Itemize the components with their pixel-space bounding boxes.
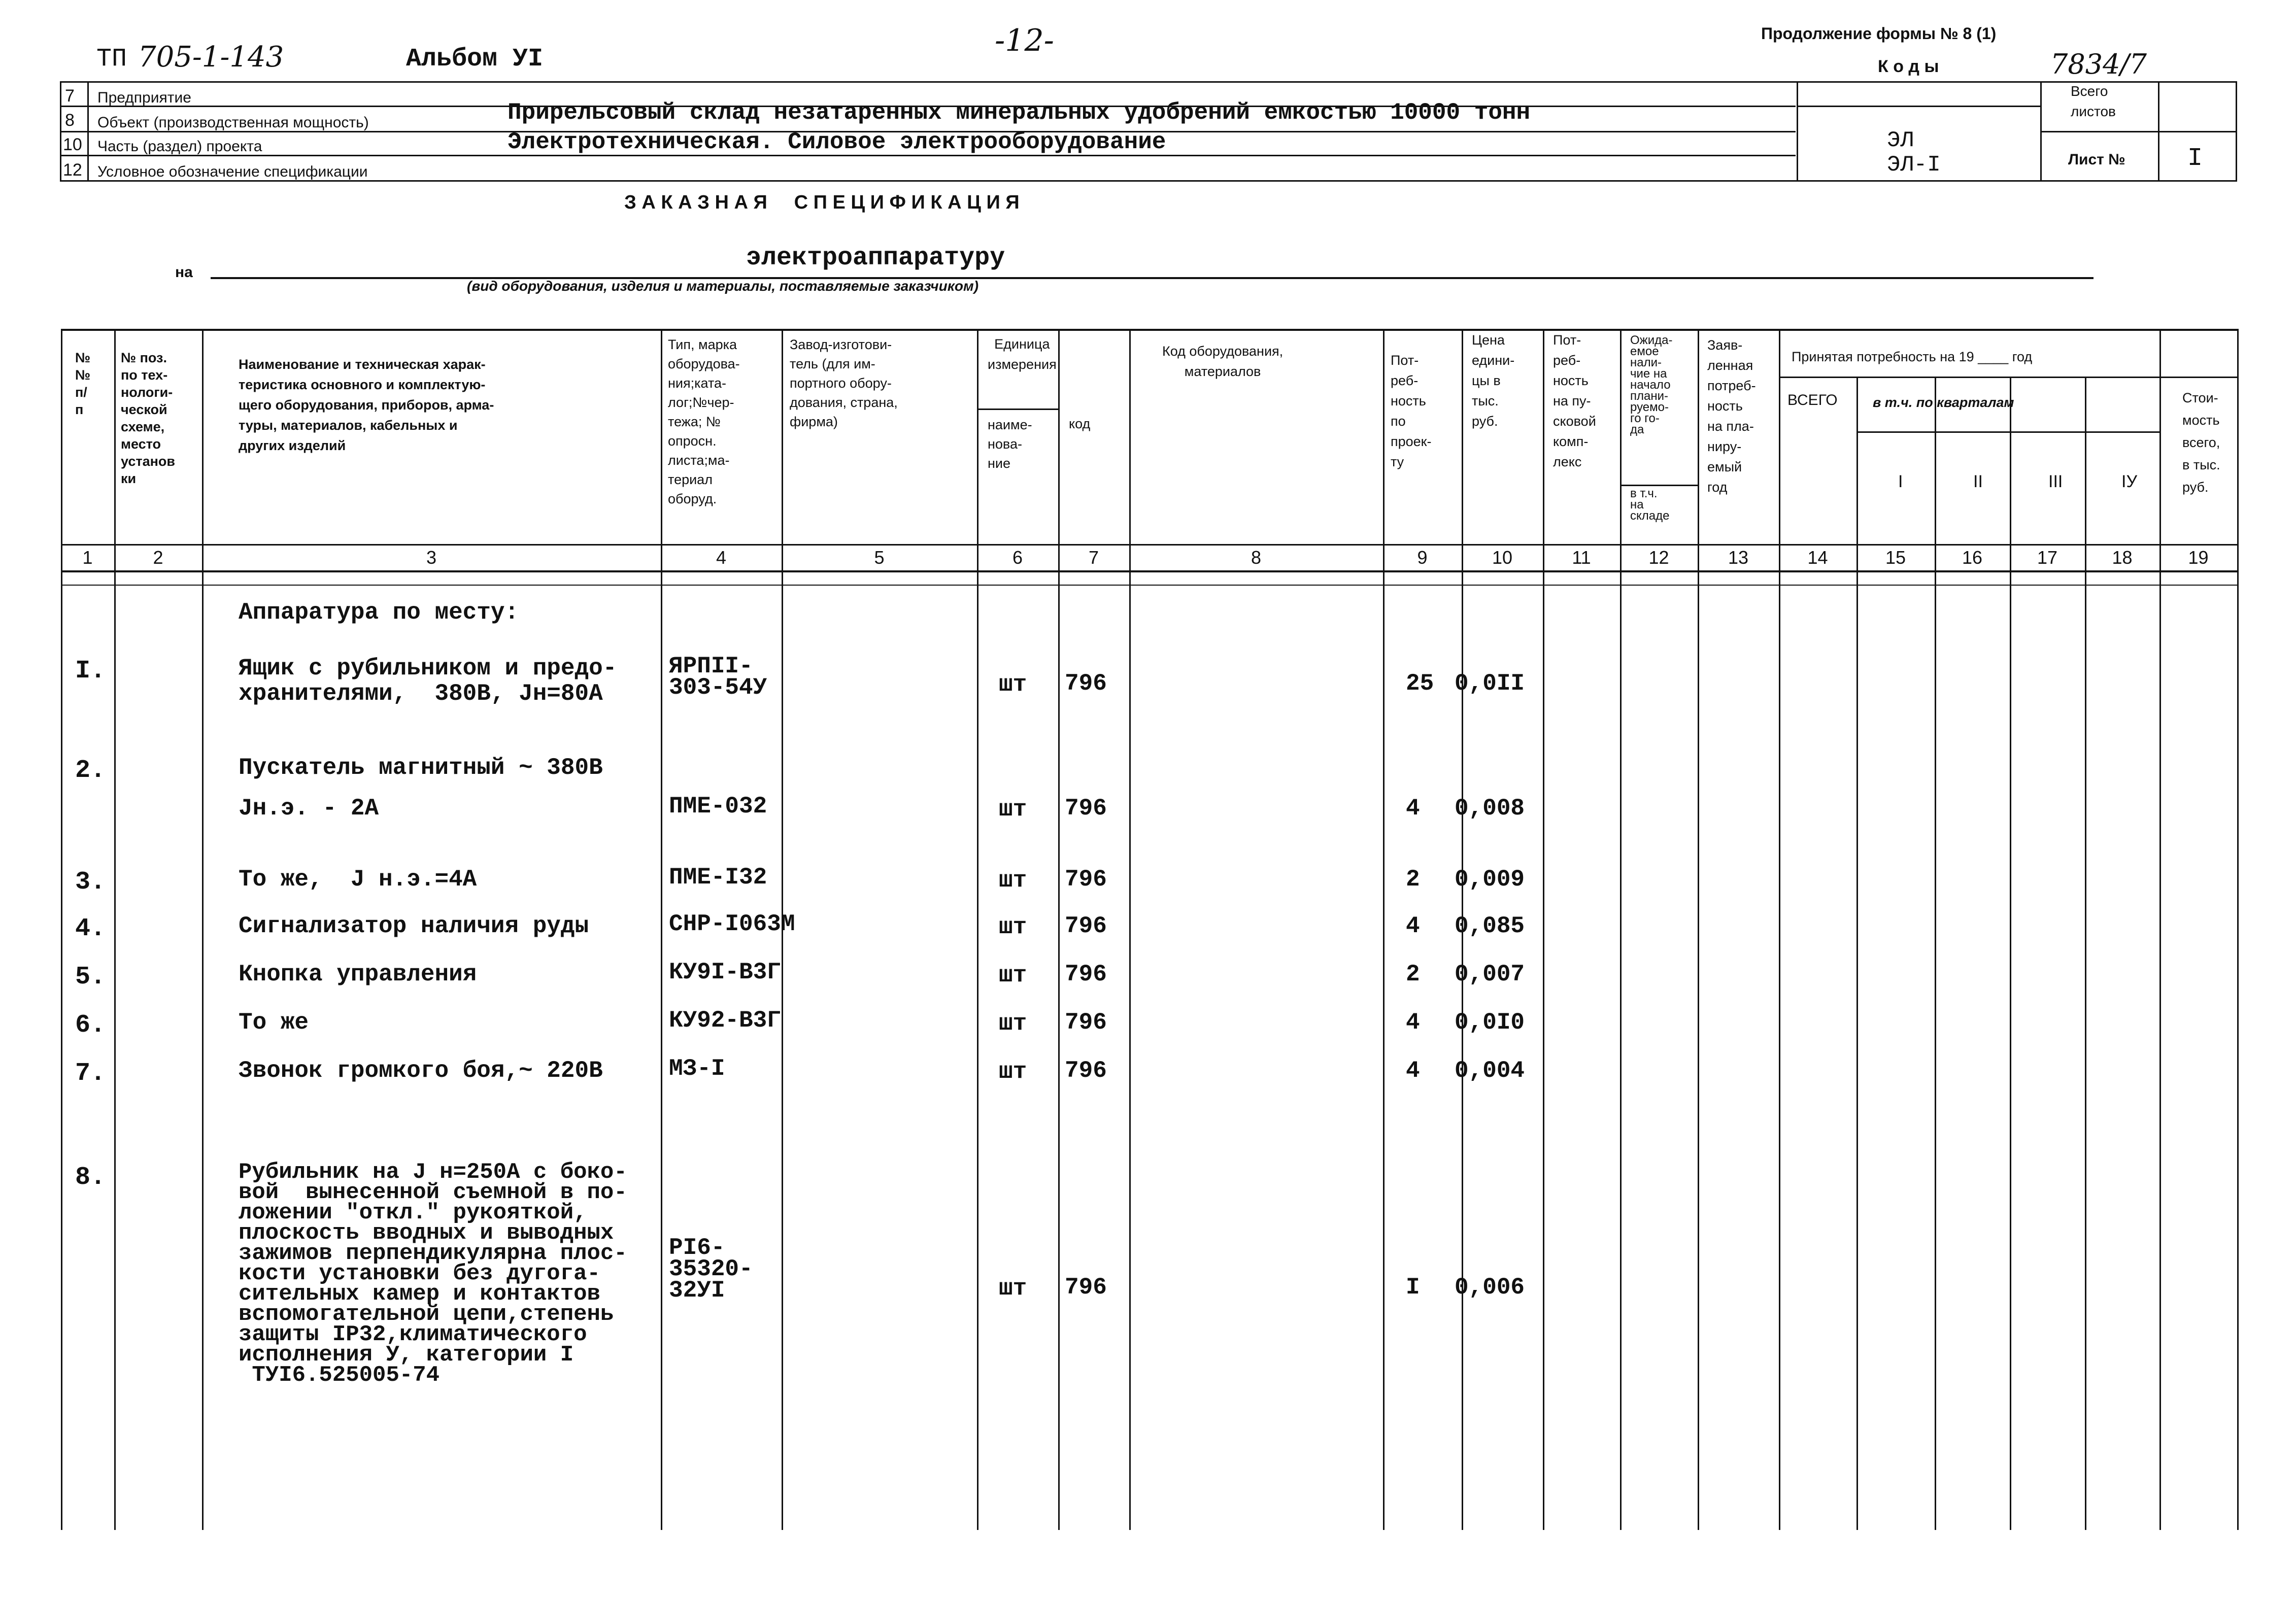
page-number: -12- [995, 23, 1054, 58]
table-body-top [61, 585, 2237, 586]
table-column-line-14 [1779, 329, 1780, 1530]
table-column-line-2 [114, 329, 116, 1530]
unit-price: 0,085 [1455, 913, 1525, 939]
header-row-num-12: 12 [63, 160, 82, 180]
header-row-num-8: 8 [65, 111, 75, 130]
item-name: Пускатель магнитный ~ 380В [239, 755, 603, 781]
item-type: СНР-I063М [669, 911, 795, 937]
table-column-line-11 [1543, 329, 1544, 1530]
column-number-3: 3 [426, 547, 437, 568]
item-name: Сигнализатор наличия руды [239, 913, 589, 939]
column-number-2: 2 [153, 547, 163, 568]
unit-name: шт [999, 914, 1027, 940]
quantity: 2 [1406, 961, 1420, 988]
quarters-label: в т.ч. по кварталам [1873, 395, 2014, 410]
item-type: РI6- 35320- 32УI [669, 1235, 753, 1304]
column-number-6: 6 [1012, 547, 1023, 568]
item-name: Jн.э. - 2А [239, 795, 379, 822]
item-type: ПМЕ-032 [669, 793, 767, 820]
quantity: 4 [1406, 1009, 1420, 1036]
item-type: МЗ-I [669, 1056, 725, 1082]
row-number: 5. [75, 963, 106, 992]
tp-code: 705-1-143 [138, 41, 284, 74]
col-header-12-stock: в т.ч. на складе [1630, 487, 1670, 523]
col-header-3: Наименование и техническая харак- теристика основного и комплектую- щего оборудования, приборов, арма- туры, материалов, кабельных и других изделий [239, 357, 494, 453]
column-number-14: 14 [1807, 547, 1828, 568]
column-number-10: 10 [1492, 547, 1513, 568]
col-header-5: Завод-изготови- тель (для им- портного обору- дования, страна, фирма) [790, 337, 898, 429]
spec-title: З А К А З Н А Я С П Е Ц И Ф И К А Ц И Я [624, 192, 1020, 213]
unit-name: шт [999, 1059, 1027, 1085]
quarters-subheader-line [1856, 431, 2159, 433]
table-column-line-1 [61, 329, 62, 1530]
table-header-divider [61, 544, 2237, 546]
sheet-number-label: Лист № [2068, 151, 2125, 168]
tp-label: ТП [96, 45, 127, 74]
table-column-line-12 [1620, 329, 1622, 1530]
unit-code: 796 [1065, 795, 1107, 822]
table-column-line-6 [977, 329, 978, 1530]
table-column-line-4 [661, 329, 662, 1530]
unit-code: 796 [1065, 913, 1107, 939]
column-number-11: 11 [1572, 547, 1591, 568]
unit-price: 0,007 [1455, 961, 1525, 988]
col-header-14: ВСЕГО [1787, 392, 1838, 408]
quantity: 4 [1406, 913, 1420, 939]
unit-name: шт [999, 867, 1027, 894]
unit-code: 796 [1065, 1058, 1107, 1084]
table-column-line-20 [2237, 329, 2239, 1530]
column-number-5: 5 [874, 547, 885, 568]
quantity: 2 [1406, 866, 1420, 893]
column-number-19: 19 [2188, 547, 2209, 568]
column-number-16: 16 [1962, 547, 1983, 568]
album-label: Альбом УI [406, 45, 544, 74]
quantity: 4 [1406, 795, 1420, 822]
unit-code: 796 [1065, 866, 1107, 893]
quantity: I [1406, 1274, 1420, 1301]
col-header-17: III [2048, 472, 2063, 491]
unit-code: 796 [1065, 670, 1107, 697]
row-number: 7. [75, 1059, 106, 1088]
item-name: Звонок громкого боя,~ 220В [239, 1058, 603, 1084]
unit-code: 796 [1065, 961, 1107, 988]
total-sheets-label: Всего листов [2071, 83, 2116, 119]
header-row-num-7: 7 [65, 86, 75, 106]
item-type: ПМЕ-I32 [669, 864, 767, 891]
unit-name: шт [999, 671, 1027, 698]
unit-price: 0,004 [1455, 1058, 1525, 1084]
item-name: То же [239, 1009, 309, 1036]
spec-subject: электроаппаратуру [746, 244, 1005, 273]
unit-price: 0,0I0 [1455, 1009, 1525, 1036]
item-type: ЯРПII- 303-54У [669, 653, 767, 701]
unit-name: шт [999, 962, 1027, 989]
row-number: 4. [75, 914, 106, 943]
col-header-2: № поз. по тех- нологи- ческой схеме, место установ ки [121, 350, 175, 486]
col-header-13: Заяв- ленная потреб- ность на пла- ниру- емый год [1707, 337, 1756, 495]
column-number-4: 4 [716, 547, 727, 568]
col-header-15: I [1898, 472, 1903, 491]
table-column-line-13 [1698, 329, 1699, 1530]
col-header-6: наиме- нова- ние [988, 417, 1032, 471]
col-header-12: Ожида- емое нали- чие на начало плани- руемо- го го- да [1630, 333, 1673, 436]
section-title: Аппаратура по месту: [239, 599, 519, 626]
unit-subheader-line [977, 408, 1058, 410]
item-name: Кнопка управления [239, 961, 477, 988]
header-row-label-7: Предприятие [97, 89, 191, 106]
column-number-17: 17 [2037, 547, 2058, 568]
col-header-16: II [1973, 472, 1983, 491]
item-name: То же, J н.э.=4А [239, 866, 477, 893]
item-type: КУ92-В3Г [669, 1007, 781, 1034]
accepted-subheader-line [1779, 377, 2237, 378]
header-row-label-12: Условное обозначение спецификации [97, 163, 368, 180]
unit-price: 0,009 [1455, 866, 1525, 893]
column-number-1: 1 [82, 547, 93, 568]
col-header-8: Код оборудования, материалов [1162, 344, 1284, 379]
subject-caption: (вид оборудования, изделия и материалы, поставляемые заказчиком) [467, 278, 979, 294]
handwritten-code: 7834/7 [2050, 48, 2147, 80]
column-number-18: 18 [2112, 547, 2133, 568]
column-number-9: 9 [1417, 547, 1428, 568]
col-header-10: Цена едини- цы в тыс. руб. [1472, 332, 1515, 429]
code-el: ЭЛ [1887, 128, 1914, 153]
col-header-4: Тип, марка оборудова- ния;ката- лог;№чер- тежа; № опросн. листа;ма- териал оборуд. [668, 337, 740, 506]
unit-name: шт [999, 1275, 1027, 1302]
form-continuation: Продолжение формы № 8 (1) [1761, 24, 1997, 43]
header-row-label-10: Часть (раздел) проекта [97, 138, 262, 155]
col-header-7: код [1069, 416, 1091, 431]
sheet-number-value: I [2187, 144, 2203, 173]
unit-price: 0,0II [1455, 670, 1525, 697]
codes-label: К о д ы [1878, 57, 1939, 76]
row-number: I. [75, 657, 106, 686]
na-label: на [175, 264, 193, 281]
quantity: 25 [1406, 670, 1434, 697]
item-name: Рубильник на J н=250А с боко- вой вынесенной съемной в по- ложении "откл." рукояткой, плоскость вводных и выводных зажимов перпендикулярна плос- кости установки без дугога- сительных камер и контактов вспомогательной цепи,степень защиты IР32,климатического исполнения У, категории I ТУI6.525005-74 [239, 1160, 627, 1388]
item-name: Ящик с рубильником и предо- хранителями, 380В, Jн=80А [239, 655, 617, 707]
row-number: 3. [75, 868, 106, 897]
table-top-border [61, 329, 2237, 331]
unit-code: 796 [1065, 1274, 1107, 1301]
row-number: 8. [75, 1163, 106, 1192]
header-row-label-8: Объект (производственная мощность) [97, 114, 369, 131]
row-number: 6. [75, 1011, 106, 1040]
col-header-unit: Единица измерения [988, 336, 1057, 372]
table-column-line-19 [2159, 329, 2161, 1530]
item-type: КУ9I-В3Г [669, 959, 781, 985]
col-header-1: № № п/ п [75, 350, 91, 417]
unit-code: 796 [1065, 1009, 1107, 1036]
column-number-8: 8 [1251, 547, 1262, 568]
table-colnum-divider [61, 570, 2237, 572]
header-row-num-10: 10 [63, 135, 82, 154]
column-number-12: 12 [1648, 547, 1669, 568]
col-header-18: IУ [2121, 472, 2138, 491]
code-el-1: ЭЛ-I [1887, 152, 1941, 178]
table-column-line-8 [1129, 329, 1131, 1530]
col-header-11: Пот- реб- ность на пу- сковой комп- лекс [1553, 332, 1596, 469]
quantity: 4 [1406, 1058, 1420, 1084]
object-value: Прирельсовый склад незатаренных минеральных удобрений емкостью 10000 тонн [508, 99, 1531, 126]
table-column-line-9 [1383, 329, 1385, 1530]
unit-price: 0,006 [1455, 1274, 1525, 1301]
accepted-need: Принятая потребность на 19 ____ год [1792, 349, 2033, 364]
unit-name: шт [999, 1010, 1027, 1037]
table-column-line-7 [1058, 329, 1060, 1530]
stock-subheader-line [1620, 485, 1698, 486]
column-number-13: 13 [1728, 547, 1749, 568]
unit-name: шт [999, 796, 1027, 823]
unit-price: 0,008 [1455, 795, 1525, 822]
column-number-7: 7 [1088, 547, 1099, 568]
table-column-line-3 [202, 329, 204, 1530]
row-number: 2. [75, 756, 106, 785]
project-part-value: Электротехническая. Силовое электрооборудование [508, 129, 1166, 155]
column-number-15: 15 [1885, 547, 1906, 568]
col-header-19: Стои- мость всего, в тыс. руб. [2182, 390, 2220, 495]
col-header-9: Пот- реб- ность по проек- ту [1391, 353, 1432, 469]
